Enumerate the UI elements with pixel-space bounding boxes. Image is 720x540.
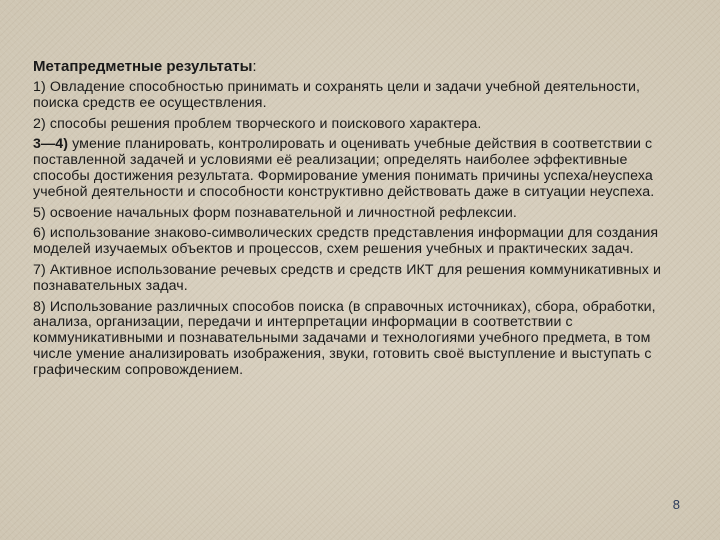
item-number: 6): [33, 225, 46, 242]
item-text: Овладение способностью принимать и сохранять цели и задачи учебной деятельности, поиска средств ее осуществления.: [33, 79, 641, 111]
item-number: 7): [33, 261, 46, 278]
list-item-2: [33, 117, 673, 133]
item-number: 8): [33, 298, 46, 315]
item-text: умение планировать, контролировать и оценивать учебные действия в соответствии с поставленной задачей и условиями её реализации; определять наиболее эффективные способы достижения результата. Формирование умения понимать причины успеха/неуспеха учебной деятельности и способности конструктивно действовать даже в ситуации неуспеха.: [33, 136, 655, 200]
list-item-3-4: [33, 137, 673, 200]
heading-colon: :: [252, 58, 257, 75]
heading-text: Метапредметные результаты: [33, 58, 253, 75]
list-item-7: [33, 263, 673, 295]
item-text: способы решения проблем творческого и поискового характера.: [45, 115, 482, 132]
list-item-5: [33, 206, 673, 222]
item-text: использование знаково-символических средств представления информации для создания моделей изучаемых объектов и процессов, схем решения учебных и практических задач.: [33, 225, 659, 258]
list-item-6: [33, 226, 673, 258]
slide-heading: [33, 58, 673, 75]
item-number: 1): [33, 79, 46, 95]
page-number: 8: [672, 497, 680, 512]
list-item-1: [33, 80, 673, 112]
item-number: 3—4): [33, 136, 69, 153]
list-item-8: [33, 300, 673, 379]
item-text: Использование различных способов поиска (в справочных источниках), сбора, обработки, анализа, организации, передачи и интерпретации информации в соответствии с коммуникативными и познавательными задачами и технологиями учебного предмета, в том числе умение анализировать изображения, звуки, готовить своё выступление и выступать с графическим сопровождением.: [33, 298, 656, 378]
item-number: 2): [33, 115, 46, 132]
slide-content: [33, 58, 673, 384]
item-number: 5): [33, 204, 46, 221]
item-text: освоение начальных форм познавательной и личностной рефлексии.: [45, 204, 517, 221]
item-text: Активное использование речевых средств и средств ИКТ для решения коммуникативных и познавательных задач.: [33, 261, 662, 294]
